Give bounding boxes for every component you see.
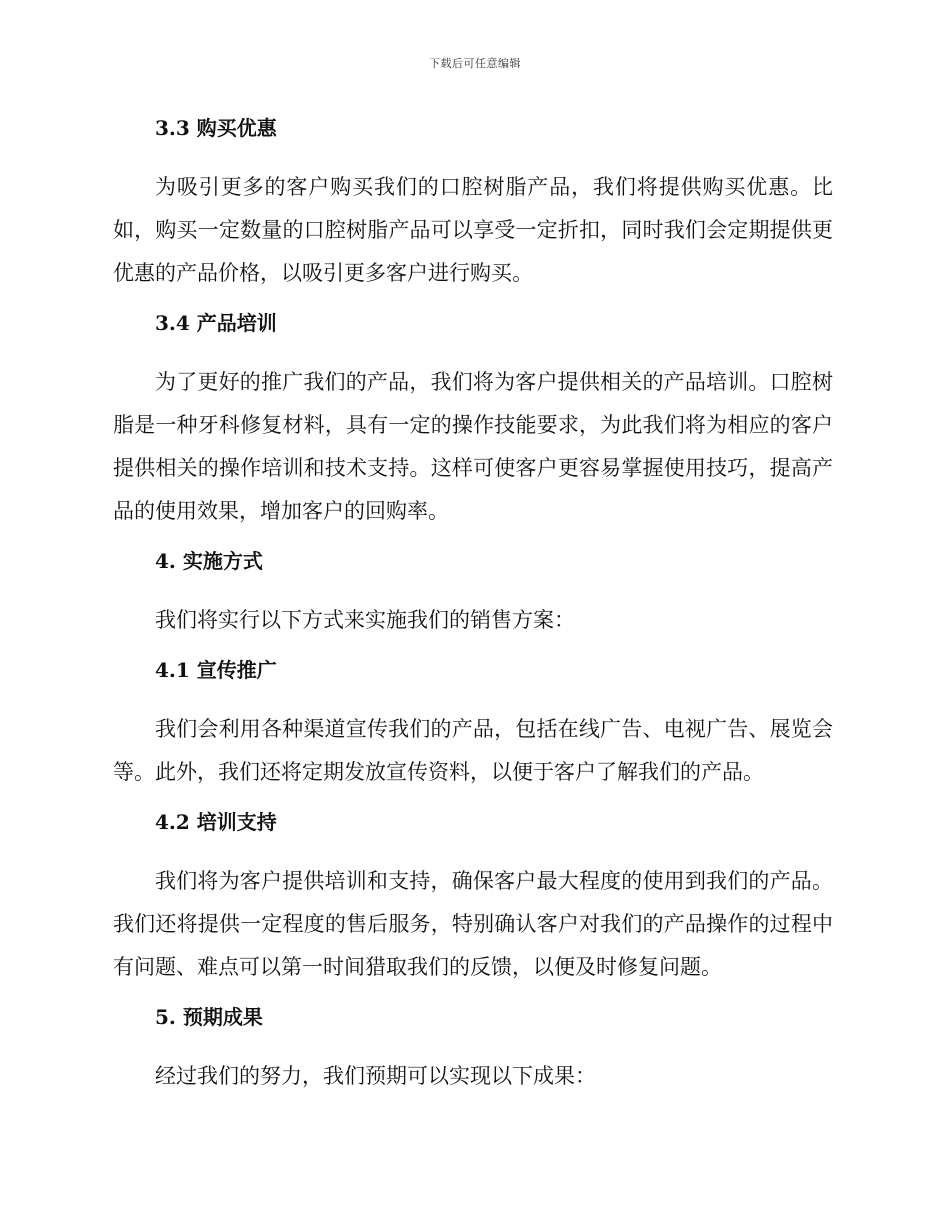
paragraph-training-support: 我们将为客户提供培训和支持，确保客户最大程度的使用到我们的产品。我们还将提供一定程度的售后服务，特别确认客户对我们的产品操作的过程中有问题、难点可以第一时间猎取我们的反馈，以便及时修复问题。	[113, 869, 833, 979]
paragraph-promotion: 我们会利用各种渠道宣传我们的产品，包括在线广告、电视广告、展览会等。此外，我们还将定期发放宣传资料，以便于客户了解我们的产品。	[113, 717, 833, 784]
paragraph-implementation-intro: 我们将实行以下方式来实施我们的销售方案：	[155, 608, 575, 632]
section-heading-4-2: 4.2 培训支持	[155, 810, 277, 834]
paragraph-purchase-discount: 为吸引更多的客户购买我们的口腔树脂产品，我们将提供购买优惠。比如，购买一定数量的口腔树脂产品可以享受一定折扣，同时我们会定期提供更优惠的产品价格，以吸引更多客户进行购买。	[113, 175, 833, 285]
section-heading-5: 5. 预期成果	[155, 1005, 263, 1029]
section-heading-4: 4. 实施方式	[155, 549, 263, 573]
page-header: 下载后可任意编辑	[429, 57, 521, 70]
section-heading-3-4: 3.4 产品培训	[155, 311, 277, 335]
document-body	[113, 112, 833, 1110]
paragraph-product-training: 为了更好的推广我们的产品，我们将为客户提供相关的产品培训。口腔树脂是一种牙科修复材料，具有一定的操作技能要求，为此我们将为相应的客户提供相关的操作培训和技术支持。这样可使客户更容易掌握使用技巧，提高产品的使用效果，增加客户的回购率。	[113, 370, 833, 523]
paragraph-expected-results: 经过我们的努力，我们预期可以实现以下成果：	[155, 1064, 596, 1088]
section-heading-4-1: 4.1 宣传推广	[155, 658, 277, 682]
section-heading-3-3: 3.3 购买优惠	[155, 116, 277, 140]
